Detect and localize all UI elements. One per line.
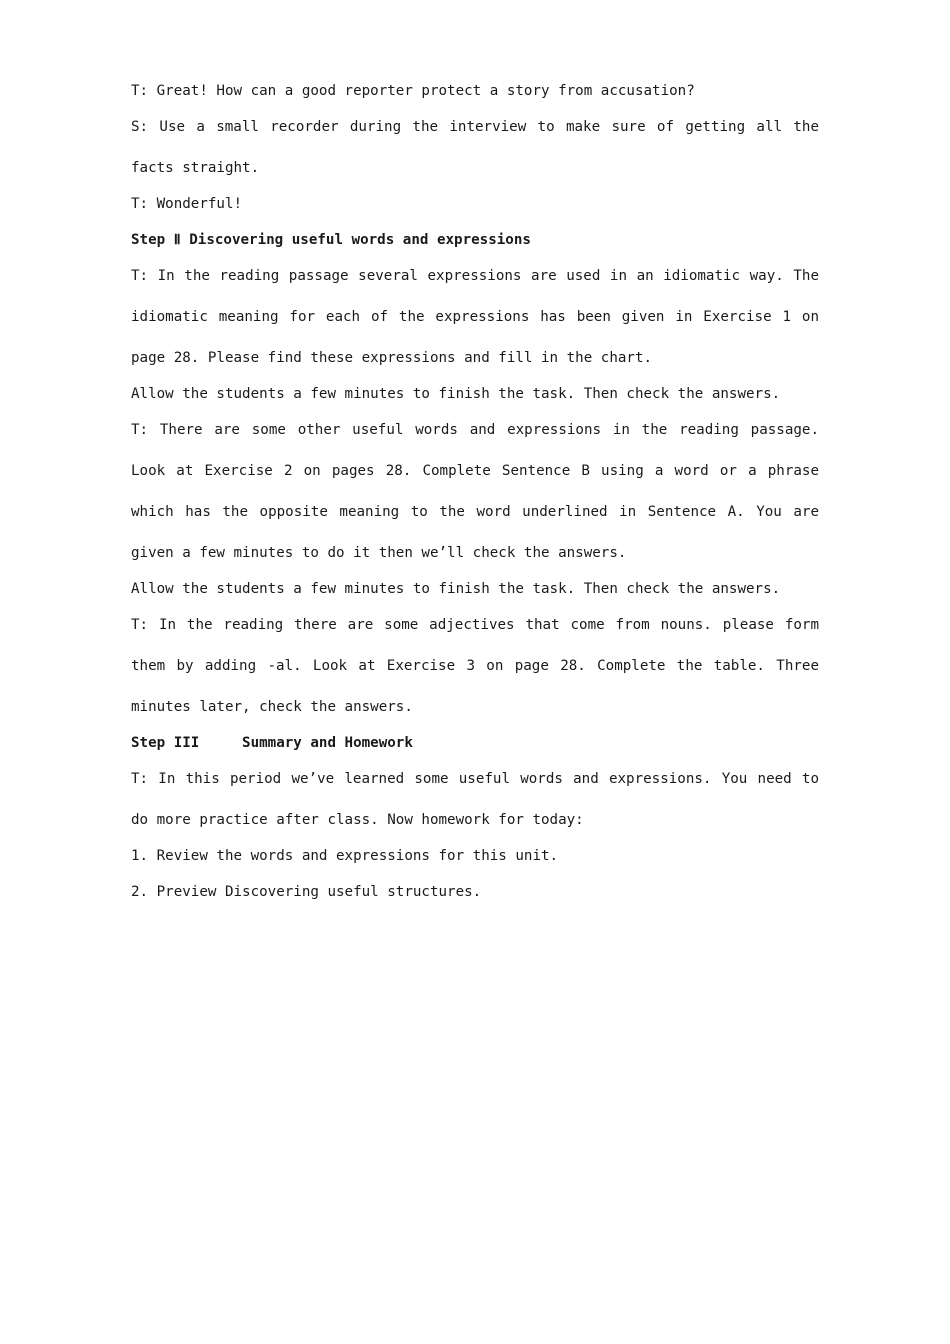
instruction-line: Allow the students a few minutes to finish the task. Then check the answers. (131, 581, 781, 597)
instruction-line: Allow the students a few minutes to finish the task. Then check the answers. (131, 386, 781, 402)
dialogue-paragraph (131, 759, 819, 841)
dialogue-paragraph (131, 410, 819, 574)
homework-item: 1. Review the words and expressions for this unit. (131, 848, 559, 864)
paragraph-text: T: There are some other useful words and expressions in the reading passage. Look at Exercise 2 on pages 28. Complete Sentence B using a word or a phrase which has the opposite meaning to the word underlined in Sentence A. You are given a few minutes to do it then we’ll check the answers. (131, 422, 819, 561)
paragraph-text: T: In the reading passage several expressions are used in an idiomatic way. The idiomatic meaning for each of the expressions has been given in Exercise 1 on page 28. Please find these expressions and fill in the chart. (131, 268, 819, 366)
section-heading: Step Ⅱ Discovering useful words and expressions (131, 232, 531, 248)
paragraph-text: T: In the reading there are some adjectives that come from nouns. please form them by adding -al. Look at Exercise 3 on page 28. Complete the table. Three minutes later, check the answers. (131, 617, 819, 715)
section-heading: Step III Summary and Homework (131, 735, 413, 751)
dialogue-paragraph (131, 107, 819, 189)
paragraph-text: S: Use a small recorder during the interview to make sure of getting all the facts straight. (131, 119, 819, 176)
paragraph-text: T: In this period we’ve learned some useful words and expressions. You need to do more practice after class. Now homework for today: (131, 771, 819, 828)
dialogue-paragraph (131, 605, 819, 728)
dialogue-paragraph (131, 256, 819, 379)
dialogue-line: T: Wonderful! (131, 196, 243, 212)
dialogue-line: T: Great! How can a good reporter protect a story from accusation? (131, 83, 695, 99)
document-page (131, 73, 819, 910)
homework-item: 2. Preview Discovering useful structures. (131, 884, 482, 900)
